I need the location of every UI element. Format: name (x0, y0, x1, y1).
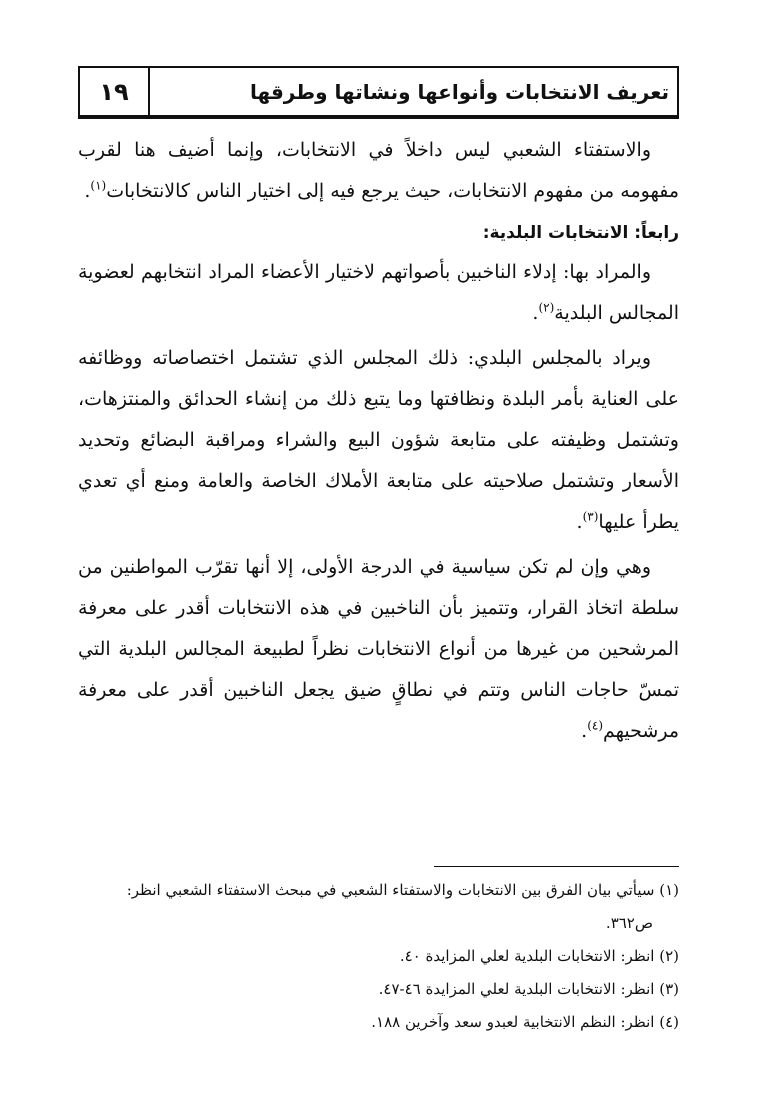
paragraph-text: وهي وإن لم تكن سياسية في الدرجة الأولى، إلا أنها تقرّب المواطنين من سلطة اتخاذ القرار، وتتميز بأن الناخبين في هذه الانتخابات أقدر على معرفة المرشحين من غيرها من أنواع الانتخابات نظراً لطبيعة المجالس البلدية التي تمسّ حاجات الناس وتتم في نطاقٍ ضيق يجعل الناخبين أقدر على معرفة مرشحيهم (78, 556, 679, 742)
paragraph-end: . (532, 302, 539, 324)
main-text (78, 130, 679, 752)
footnote-4: (٤) انظر: النظم الانتخابية لعبدو سعد وآخرين ١٨٨. (371, 1013, 679, 1031)
footnote-ref-4: (٤) (587, 718, 604, 733)
paragraph-text: والمراد بها: إدلاء الناخبين بأصواتهم لاختيار الأعضاء المراد انتخابهم لعضوية المجالس البلدية (78, 261, 679, 324)
paragraph-features (78, 547, 679, 752)
section-heading: رابعاً: الانتخابات البلدية: (482, 223, 679, 243)
page-header (78, 66, 679, 119)
footnote-separator (434, 866, 679, 867)
footnote-1: (١) سيأتي بيان الفرق بين الانتخابات والاستفتاء الشعبي في مبحث الاستفتاء الشعبي انظر: (126, 881, 679, 899)
paragraph-end: . (576, 511, 583, 533)
page-number: ١٩ (80, 68, 150, 115)
running-title: تعريف الانتخابات وأنواعها ونشاتها وطرقها (250, 79, 669, 104)
footnotes (78, 874, 679, 1039)
paragraph-end: . (84, 180, 91, 202)
paragraph-referendum (78, 130, 679, 212)
footnote-ref-1: (١) (90, 178, 107, 193)
footnote-1-continuation: ص٣٦٢. (605, 914, 653, 932)
paragraph-council (78, 338, 679, 543)
footnote-3: (٣) انظر: الانتخابات البلدية لعلي المزايدة ٤٦-٤٧. (378, 980, 679, 998)
paragraph-text: والاستفتاء الشعبي ليس داخلاً في الانتخابات، وإنما أضيف هنا لقرب مفهومه من مفهوم الانتخابات، حيث يرجع فيه إلى اختيار الناس كالانتخابات (78, 139, 679, 202)
footnote-ref-3: (٣) (582, 509, 599, 524)
footnote-ref-2: (٢) (538, 300, 555, 315)
footnote-2: (٢) انظر: الانتخابات البلدية لعلي المزايدة ٤٠. (399, 947, 679, 965)
paragraph-end: . (581, 720, 588, 742)
paragraph-definition (78, 252, 679, 334)
paragraph-text: ويراد بالمجلس البلدي: ذلك المجلس الذي تشتمل اختصاصاته ووظائفه على العناية بأمر البلدة ونظافتها وما يتبع ذلك من إنشاء الحدائق والمنتزهات، وتشتمل وظيفته على متابعة شؤون البيع والشراء ومراقبة البضائع وتحديد الأسعار وتشتمل صلاحيته على متابعة الأملاك الخاصة والعامة ومنع أي تعدي يطرأ عليها (78, 347, 679, 533)
